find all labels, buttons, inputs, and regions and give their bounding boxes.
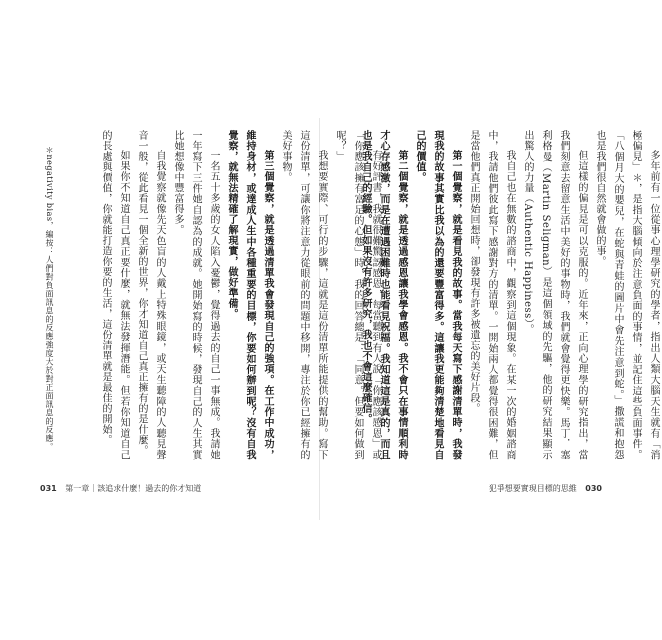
paragraph-bold: 第一個覺察，就是看見我的故事。當我每天寫下感謝清單時，我發現我的故事其實比我以為的還要豐富得多。這讓我更能夠清楚地看見自己的價值。 [414,130,461,460]
footnote-text: ＊negativity bias，編按：人們對負面訊息的反應強度大於對正面訊息的反應。 [45,146,54,451]
paragraph: 有好評書，我就很難驚訝感恩，每當聽到有人說「你應該感恩」或「你應該擁有富足的心態」時，我的回答總是：「同意。但要如何做到呢？」 [334,130,381,460]
paragraph: 我想要實際、可行的步驟，這就是這份清單所能提供的幫助。寫下這份清單，可讓你將注意力從眼前的問題中移開，專注於你已經擁有的美好事物。 [280,130,327,460]
left-page [96,130,381,460]
footnote [42,130,88,460]
right-page-number: 030 [585,484,602,493]
right-page [356,130,659,460]
paragraph: 但這樣的偏見是可以克服的。近年來，正向心理學的研究指出，當我們刻意去留意生活中美好的事物時，我們就會覺得更快樂。馬丁．塞利格曼（Martin Seligman）是這個領域的先驅，他的研究結果顯示出驚人的力量（Authentic Happiness）。 [522,130,587,460]
paragraph: 如果你不知道自己真正要什麼，就無法發揮潛能。但若你知道自己的長處與價值，你就能打造你要的生活，這份清單就是最佳的開始。 [100,130,129,460]
right-folio [489,483,608,494]
paragraph: 我自己也在無數的諮商中，觀察到這個現象。在某一次的婚姻諮商中，我請他們彼此寫下感謝對方的清單。一開始兩人都覺得很困難，但是當他們真正開始回想時，卻發現有許多被遺忘的美好片段。 [468,130,515,460]
paragraph-bold: 第二個覺察，就是透過感恩讓我學會感恩。我不會只在事情順利時才心存感激，而是在遭遇困難時也能看見祝福。我知道這是真的，而且也是我自己的經驗。但如果沒有許多研究，我也不會這麼確信。 [360,130,407,460]
left-folio [34,483,201,494]
left-page-number: 031 [40,484,57,493]
book-spread [22,118,659,520]
paragraph: 自我覺察就像先天色盲的人戴上特殊眼鏡，或天生聽障的人聽見聲音一般，從此看見一個全新的世界，你才知道自己真正擁有的是什麼。 [136,130,165,460]
paragraph: 多年前有一位從事心理學研究的學者，指出人類大腦天生就有「消極偏見」＊，是指大腦傾向於注意負面的事情，並記住這些負面事件。「八個月大的嬰兒，在蛇與青蛙的圖片中會先注意到蛇。」撒謊和抱怨也是我們很自然就會做的事。 [594,130,659,460]
left-running-head: 第一章｜該追求什麼！過去的你才知道 [65,484,202,493]
paragraph: 一名五十多歲的女人陷入憂鬱，覺得過去的自己一事無成。我請她一年寫下三件她自認為的成就。她開始寫的時候，發現自己的人生其實比她想像中豐富得多。 [172,130,219,460]
left-page-body [96,130,384,460]
right-running-head: 犯爭想要實現目標的思維 [488,484,577,493]
right-page-body [356,130,662,460]
paragraph-bold: 第三個覺察，就是透過清單我會發現自己的強項。在工作中成功，維持身材，或達成人生中各種重要的目標，你要如何辦到呢？沒有自我覺察，就無法精確了解現實，做好準備。 [226,130,273,460]
